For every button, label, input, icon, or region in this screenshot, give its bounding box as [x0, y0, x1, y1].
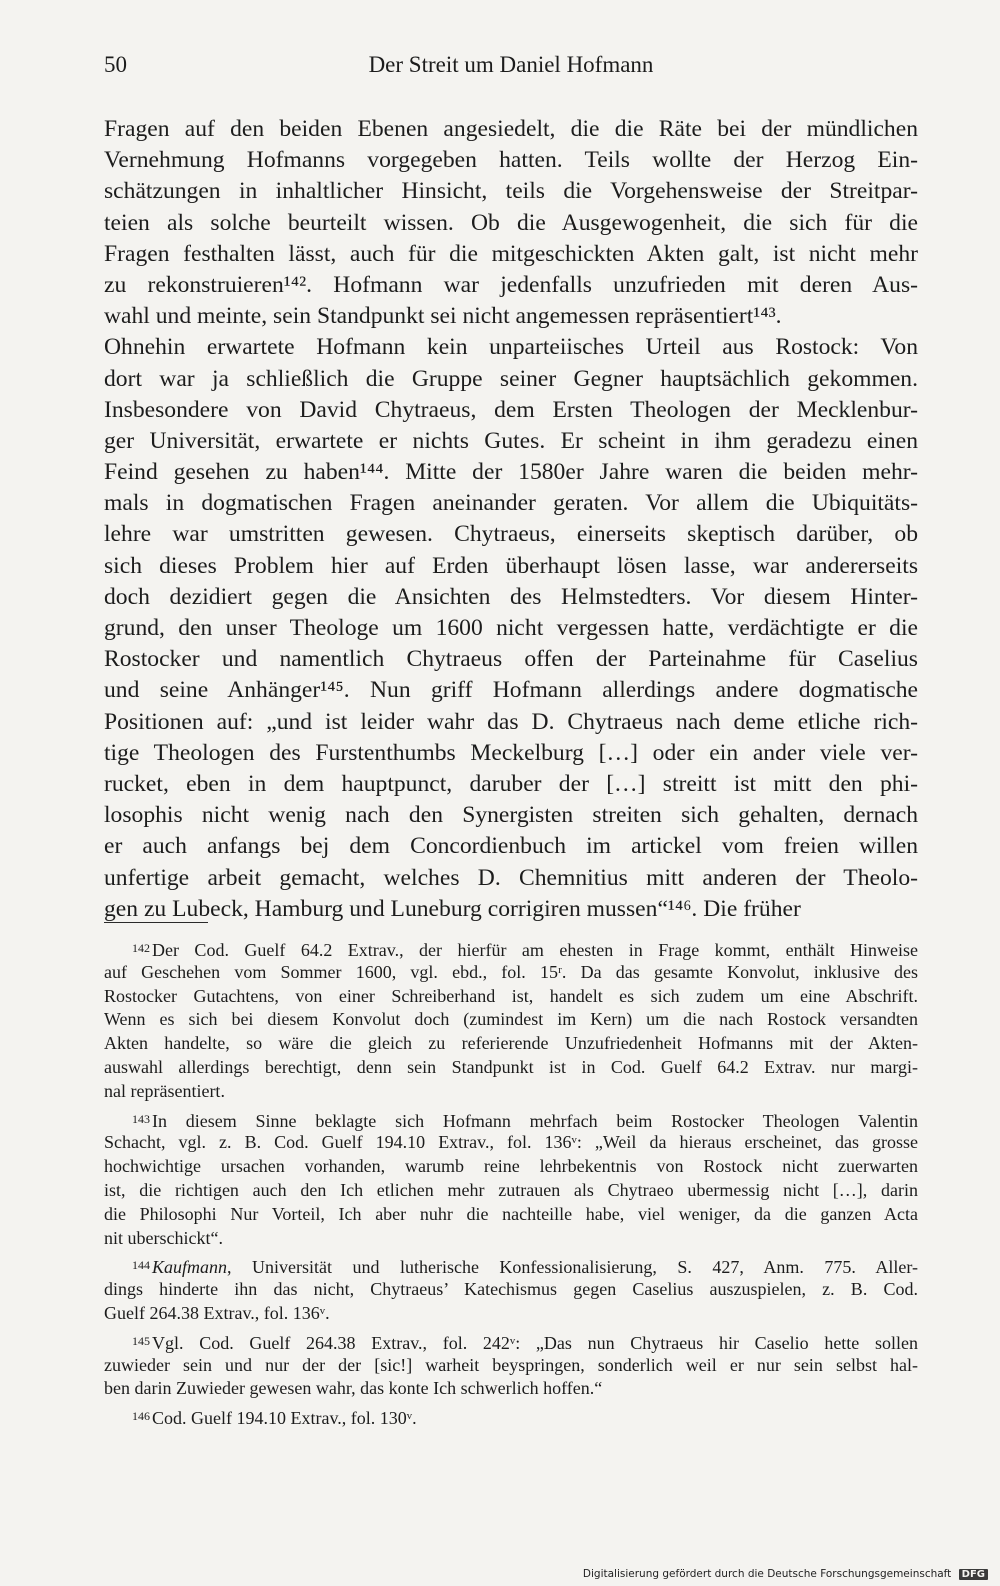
footnote-number: 145 [132, 1333, 150, 1348]
body-line: lehre war umstritten gewesen. Chytraeus, einerseits skeptisch darüber, ob [104, 521, 918, 548]
footnote-text: Vgl. Cod. Guelf 264.38 Extrav., fol. 242ᵛ: „Das nun Chytraeus hir Caselio hette sollen [152, 1332, 918, 1353]
footnote-number: 143 [132, 1111, 150, 1126]
body-line: und seine Anhänger¹⁴⁵. Nun griff Hofmann allerdings andere dogmatische [104, 677, 918, 704]
footnote-text: auswahl allerdings berechtigt, denn sein Standpunkt ist in Cod. Guelf 64.2 Extrav. nur margi- [104, 1056, 918, 1077]
page-header [104, 52, 918, 84]
footnote-line [104, 1354, 918, 1378]
footnote-line [104, 1056, 918, 1080]
body-line: wahl und meinte, sein Standpunkt sei nicht angemessen repräsentiert¹⁴³. [104, 303, 782, 330]
footnote-line [104, 1405, 918, 1429]
footnote-number: 142 [132, 941, 150, 955]
body-line: Rostocker und namentlich Chytraeus offen der Parteinahme für Caselius [104, 646, 918, 673]
footnote-text: Guelf 264.38 Extrav., fol. 136ᵛ. [104, 1302, 330, 1323]
body-line: unfertige arbeit gemacht, welches D. Chemnitius mitt anderen der Theolo- [104, 864, 918, 891]
footnote-text: Rostocker Gutachtens, von einer Schreiberhand ist, handelt es sich zudem um eine Abschrift. [104, 985, 918, 1006]
digitization-credit [583, 1568, 988, 1580]
footnote-text: ist, die richtigen auch den Ich etlichen mehr zutrauen als Chytraeo ubermessig nicht […], darin [104, 1179, 918, 1200]
footnote-line [104, 1179, 918, 1203]
footnote-text: , Universität und lutherische Konfessionalisierung, S. 427, Anm. 775. Aller- [227, 1257, 918, 1278]
footnote-line [104, 1108, 918, 1132]
footnote-separator [104, 922, 208, 923]
body-line: Insbesondere von David Chytraeus, dem Ersten Theologen der Mecklenbur- [104, 396, 918, 423]
footnote-line [104, 1131, 918, 1155]
body-line: doch dezidiert gegen die Ansichten des Helmstedters. Vor diesem Hinter- [104, 583, 918, 610]
footnote-text: Wenn es sich bei diesem Konvolut doch (zumindest im Kern) um die nach Rostock versandten [104, 1009, 918, 1030]
footnote-text: nit uberschickt“. [104, 1227, 223, 1248]
running-title: Der Streit um Daniel Hofmann [368, 52, 654, 77]
footnote-line [104, 937, 918, 961]
footnote-line [104, 1330, 918, 1354]
dfg-logo-icon: DFG [959, 1569, 988, 1580]
footnote-line [104, 1203, 918, 1227]
footnote-line [104, 1377, 918, 1401]
footnote-line [104, 1032, 918, 1056]
body-line: Vernehmung Hofmanns vorgegeben hatten. Teils wollte der Herzog Ein- [104, 147, 918, 174]
body-line: teien als solche beurteilt wissen. Ob die Ausgewogenheit, die sich für die [104, 209, 918, 236]
footnote-text: Cod. Guelf 194.10 Extrav., fol. 130ᵛ. [152, 1408, 417, 1429]
footnote-line [104, 1227, 918, 1251]
body-line: rucket, eben in dem hauptpunct, daruber der […] streitt ist mitt den phi- [104, 770, 918, 797]
footnote-line [104, 1080, 918, 1104]
footnote-text: Der Cod. Guelf 64.2 Extrav., der hierfür am ehesten in Frage kommt, enthält Hinweise [152, 940, 918, 960]
body-line: losophis nicht wenig nach den Synergisten streiten sich gehalten, dernach [104, 802, 918, 829]
body-line: tige Theologen des Furstenthumbs Meckelburg […] oder ein ander viele ver- [104, 739, 918, 766]
footnote-line [104, 1302, 918, 1326]
body-line: Feind gesehen zu haben¹⁴⁴. Mitte der 1580er Jahre waren die beiden mehr- [104, 459, 918, 486]
body-line: sich dieses Problem hier auf Erden überhaupt lösen lasse, war andererseits [104, 552, 918, 579]
footnote-text: ben darin Zuwieder gewesen wahr, das konte Ich schwerlich hoffen.“ [104, 1378, 603, 1399]
body-text [104, 114, 918, 925]
footnote-line [104, 1008, 918, 1032]
body-line: Fragen auf den beiden Ebenen angesiedelt, die die Räte bei der mündlichen [104, 116, 918, 142]
footnote-text: In diesem Sinne beklagte sich Hofmann mehrfach beim Rostocker Theologen Valentin [152, 1110, 918, 1131]
body-line: grund, den unser Theologe um 1600 nicht vergessen hatte, verdächtigte er die [104, 615, 918, 641]
body-line: gen zu Lubeck, Hamburg und Luneburg corrigiren mussen“¹⁴⁶. Die früher [104, 895, 801, 922]
footnotes [104, 937, 918, 1429]
footnote-text: auf Geschehen vom Sommer 1600, vgl. ebd., fol. 15ʳ. Da das gesamte Konvolut, inklusive des [104, 961, 918, 982]
body-line: Ohnehin erwartete Hofmann kein unparteiisches Urteil aus Rostock: Von [104, 334, 918, 361]
footnote-line [104, 961, 918, 985]
body-line: er auch anfangs bej dem Concordienbuch im artickel vom freien willen [104, 833, 918, 860]
footnote-line [104, 1155, 918, 1179]
footnote-text: dings hinderte ihn das nicht, Chytraeus’ Katechismus gegen Caselius auszuspielen, z. B. Cod. [104, 1279, 918, 1300]
body-line: ger Universität, erwartete er nichts Gutes. Er scheint in ihm geradezu einen [104, 427, 918, 454]
footnote-line [104, 985, 918, 1009]
footnote-text: hochwichtige ursachen vorhanden, warumb reine lehrbekentnis von Rostock nicht zuerwarten [104, 1156, 918, 1177]
footnote-text: Schacht, vgl. z. B. Cod. Guelf 194.10 Extrav., fol. 136ᵛ: „Weil da hieraus erscheinet, das grosse [104, 1132, 918, 1153]
body-line: schätzungen in inhaltlicher Hinsicht, teils die Vorgehensweise der Streitpar- [104, 178, 918, 205]
body-line: dort war ja schließlich die Gruppe seiner Gegner hauptsächlich gekommen. [104, 365, 918, 392]
body-line: Positionen auf: „und ist leider wahr das D. Chytraeus nach deme etliche rich- [104, 708, 918, 735]
footnote-number: 144 [132, 1258, 150, 1273]
body-line: Fragen festhalten lässt, auch für die mitgeschickten Akten galt, ist nicht mehr [104, 240, 918, 267]
footnote-text: nal repräsentiert. [104, 1080, 225, 1101]
page-number: 50 [104, 52, 127, 77]
footnote-text: die Philosophi Nur Vorteil, Ich aber nuhr die nachteille habe, viel weniger, da die ganzen Acta [104, 1203, 918, 1224]
footnote-line [104, 1278, 918, 1302]
author-name: Kaufmann [152, 1257, 228, 1278]
footnote-text: zuwieder sein und nur der der [sic!] warheit beyspringen, sonderlich weil er nur sein selbst hal- [104, 1354, 918, 1375]
body-line: mals in dogmatischen Fragen aneinander geraten. Vor allem die Ubiquitäts- [104, 490, 918, 517]
credit-text: Digitalisierung gefördert durch die Deutsche Forschungsgemeinschaft [582, 1568, 952, 1580]
footnote-number: 146 [132, 1409, 150, 1424]
footnote-text: Akten handelte, so wäre die gleich zu referierende Unzufriedenheit Hofmanns mit der Akten- [104, 1033, 918, 1054]
footnote-line [104, 1254, 918, 1278]
body-line: zu rekonstruieren¹⁴². Hofmann war jedenfalls unzufrieden mit deren Aus- [104, 271, 918, 298]
